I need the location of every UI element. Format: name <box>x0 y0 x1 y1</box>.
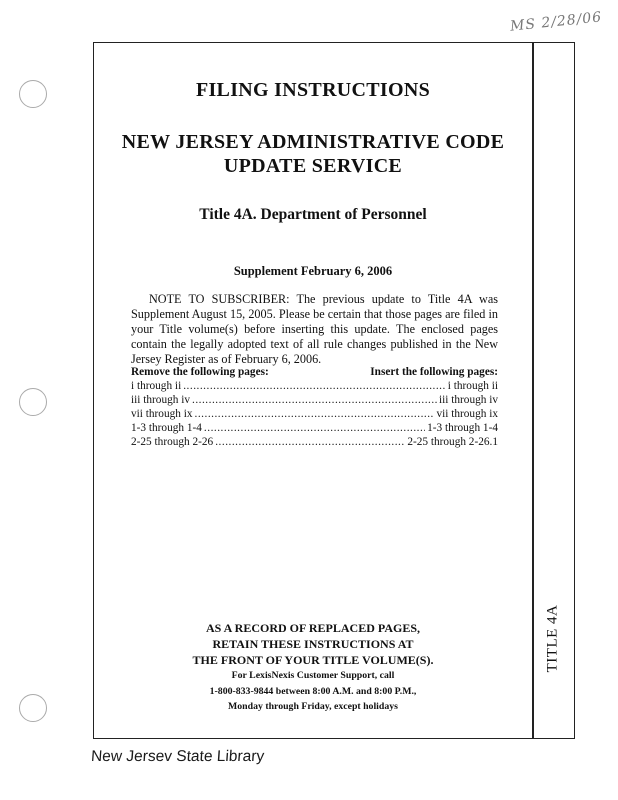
remove-pages-cell: iii through iv <box>131 394 190 406</box>
remove-header: Remove the following pages: <box>131 366 269 378</box>
table-row <box>131 408 498 422</box>
code-title-line1: NEW JERSEY ADMINISTRATIVE CODE <box>121 131 505 153</box>
handwritten-initials: MS 2/28/06 <box>509 9 603 35</box>
library-stamp: New Jersev State Library <box>90 748 265 765</box>
punch-hole-middle <box>19 388 47 416</box>
record-notice <box>93 620 533 668</box>
remove-pages-cell: vii through ix <box>131 408 193 420</box>
insert-pages-cell: 1-3 through 1-4 <box>427 422 498 434</box>
punch-hole-bottom <box>19 694 47 722</box>
table-row <box>131 394 498 408</box>
note-to-subscriber: NOTE TO SUBSCRIBER: The previous update to Title 4A was Supplement August 15, 2005. Please be certain that those pages are filed in your Title volume(s) before inserting this update. The enclosed pages contain the legally adopted text of all rule changes published in the New Jersey Register as of February 6, 2006. <box>131 292 498 366</box>
pages-table-rows <box>131 380 498 450</box>
customer-support-info <box>93 668 533 715</box>
support-line2: 1-800-833-9844 between 8:00 A.M. and 8:00 P.M., <box>209 685 417 697</box>
table-row <box>131 436 498 450</box>
insert-pages-cell: 2-25 through 2-26.1 <box>407 436 498 448</box>
insert-pages-cell: i through ii <box>447 380 498 392</box>
remove-pages-cell: 1-3 through 1-4 <box>131 422 202 434</box>
dot-leader <box>183 380 446 392</box>
record-notice-line1: AS A RECORD OF REPLACED PAGES, <box>205 621 421 635</box>
insert-pages-cell: vii through ix <box>436 408 498 420</box>
dot-leader <box>204 422 425 434</box>
pages-table-header <box>131 366 498 380</box>
dot-leader <box>192 394 437 406</box>
table-row <box>131 422 498 436</box>
record-notice-line2: RETAIN THESE INSTRUCTIONS AT <box>212 637 414 651</box>
supplement-date: Supplement February 6, 2006 <box>233 264 393 278</box>
insert-header: Insert the following pages: <box>370 366 498 378</box>
code-title-line2: UPDATE SERVICE <box>223 155 403 177</box>
dot-leader <box>195 408 435 420</box>
pages-table <box>131 366 498 450</box>
punch-hole-top <box>19 80 47 108</box>
dot-leader <box>215 436 405 448</box>
record-notice-line3: THE FRONT OF YOUR TITLE VOLUME(S). <box>192 653 434 667</box>
insert-pages-cell: iii through iv <box>439 394 498 406</box>
table-row <box>131 380 498 394</box>
remove-pages-cell: i through ii <box>131 380 182 392</box>
support-line1: For LexisNexis Customer Support, call <box>231 670 395 681</box>
document-subtitle: Title 4A. Department of Personnel <box>199 206 427 223</box>
tab-label-text: TITLE 4A <box>544 604 561 673</box>
support-line3: Monday through Friday, except holidays <box>228 701 398 712</box>
page-title: FILING INSTRUCTIONS <box>195 79 431 101</box>
remove-pages-cell: 2-25 through 2-26 <box>131 436 214 448</box>
